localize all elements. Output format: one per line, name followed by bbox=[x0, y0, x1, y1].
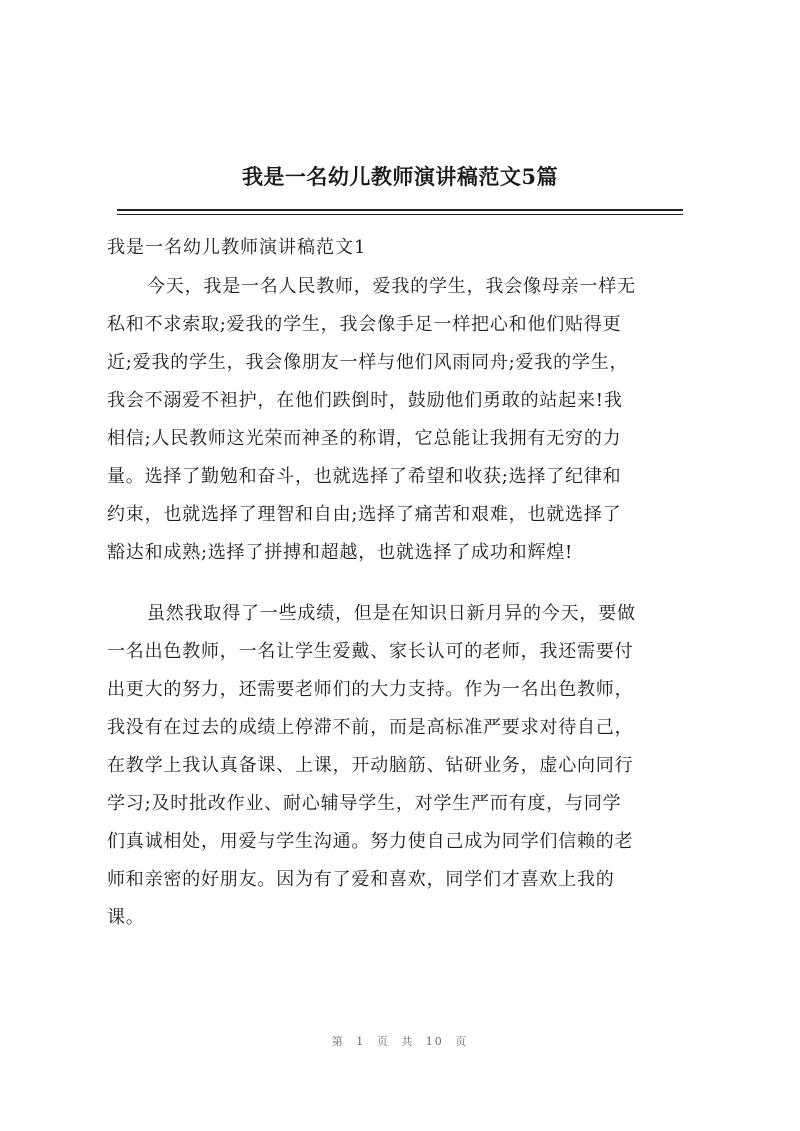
section-heading: 我是一名幼儿教师演讲稿范文1 bbox=[107, 237, 367, 258]
paragraph-line: 今天，我是一名人民教师，爱我的学生，我会像母亲一样无 bbox=[147, 276, 636, 297]
paragraph-line: 出更大的努力，还需要老师们的大力支持。作为一名出色教师， bbox=[107, 679, 634, 700]
paragraph-line: 近;爱我的学生，我会像朋友一样与他们风雨同舟;爱我的学生， bbox=[107, 352, 629, 373]
paragraph-line: 私和不求索取;爱我的学生，我会像手足一样把心和他们贴得更 bbox=[107, 314, 622, 335]
paragraph-line: 豁达和成熟;选择了拼搏和超越，也就选择了成功和辉煌! bbox=[107, 542, 574, 563]
paragraph-line: 我会不溺爱不袒护，在他们跌倒时，鼓励他们勇敢的站起来!我 bbox=[107, 390, 623, 411]
document-title: 我是一名幼儿教师演讲稿范文5篇 bbox=[241, 164, 559, 189]
title-divider-thin bbox=[117, 214, 683, 215]
paragraph-line: 我没有在过去的成绩上停滞不前，而是高标准严要求对待自己， bbox=[107, 717, 634, 738]
paragraph-line: 学习;及时批改作业、耐心辅导学生，对学生严而有度，与同学 bbox=[107, 793, 622, 814]
paragraph-line: 们真诚相处，用爱与学生沟通。努力使自己成为同学们信赖的老 bbox=[107, 831, 634, 852]
paragraph-line: 相信;人民教师这光荣而神圣的称谓，它总能让我拥有无穷的力 bbox=[107, 428, 622, 449]
paragraph-line: 课。 bbox=[107, 907, 145, 928]
paragraph-line: 师和亲密的好朋友。因为有了爱和喜欢，同学们才喜欢上我的 bbox=[107, 869, 615, 890]
page-number-footer: 第 1 页 共 10 页 bbox=[331, 1035, 469, 1048]
title-divider-thick bbox=[117, 209, 683, 211]
paragraph-line: 一名出色教师，一名让学生爱戴、家长认可的老师，我还需要付 bbox=[107, 641, 634, 662]
paragraph-line: 在教学上我认真备课、上课，开动脑筋、钻研业务，虚心向同行 bbox=[107, 755, 634, 776]
paragraph-line: 虽然我取得了一些成绩，但是在知识日新月异的今天，要做 bbox=[147, 603, 636, 624]
paragraph-line: 约束，也就选择了理智和自由;选择了痛苦和艰难，也就选择了 bbox=[107, 504, 622, 525]
paragraph-line: 量。选择了勤勉和奋斗，也就选择了希望和收获;选择了纪律和 bbox=[107, 466, 622, 487]
